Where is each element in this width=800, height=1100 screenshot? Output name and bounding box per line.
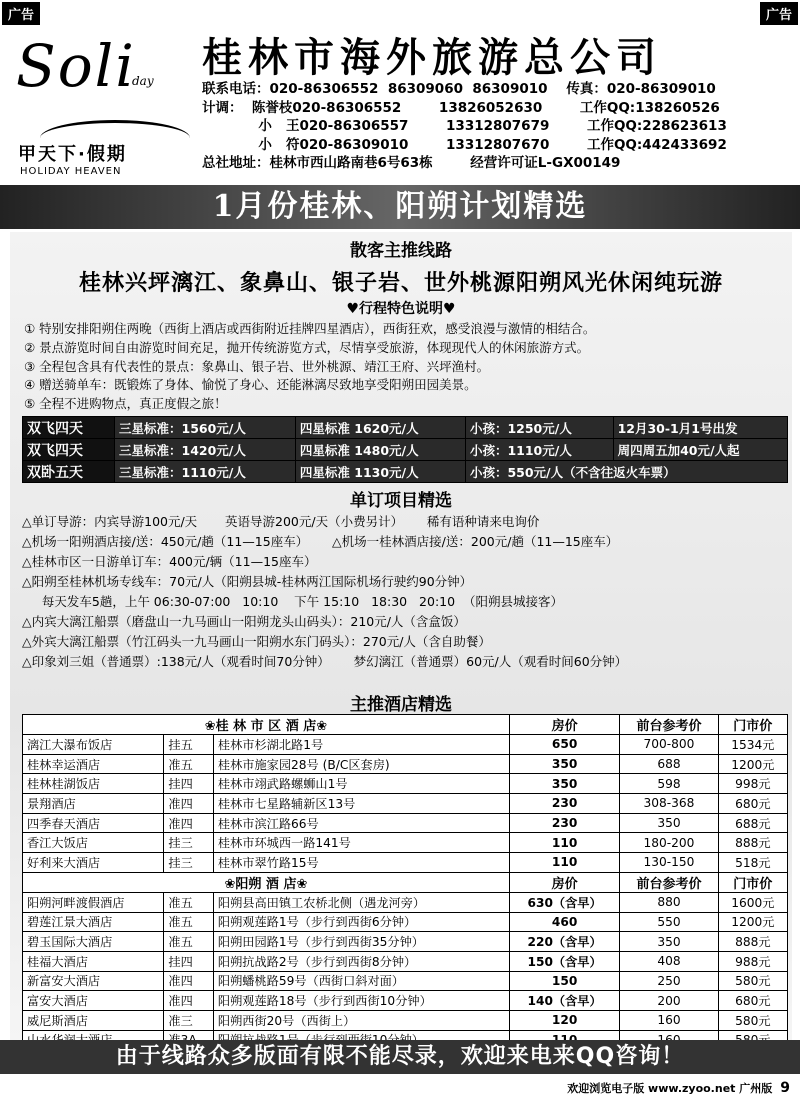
hotel-front-price: 250 [620,971,718,991]
price-row [23,461,788,483]
hotel-door-price: 680元 [718,991,787,1011]
price-4star: 四星标准 1620元/人 [295,417,465,439]
hotel-row [23,971,788,991]
header [6,22,794,182]
logo-cn: 甲天下·假期 [18,144,127,165]
hotel-name: 碧莲江景大酒店 [23,912,164,932]
page-footer [567,1080,790,1096]
hotel-row [23,833,788,853]
tour-section-title: 散客主推线路 [350,241,452,261]
hotel-price: 350 [509,754,619,774]
hotel-star: 准五 [164,754,214,774]
hotel-price: 120 [509,1010,619,1030]
feature-item: ③ 全程包含具有代表性的景点：象鼻山、银子岩、世外桃源、靖江王府、兴坪渔村。 [24,358,490,374]
price-4star: 四星标准 1130元/人 [295,461,465,483]
hotel-address: 阳朔田园路1号（步行到西街35分钟） [213,932,509,952]
feature-item: ④ 赠送骑单车：既锻炼了身体、愉悦了身心、还能淋漓尽致地享受阳朔田园美景。 [24,377,477,393]
price-child: 小孩：1250元/人 [465,417,613,439]
hotel-row [23,754,788,774]
hotel-front-price: 550 [620,912,718,932]
hotel-door-price: 888元 [718,932,787,952]
hotel-star: 准五 [164,912,214,932]
features-list [24,320,595,414]
hotel-address: 桂林市杉湖北路1号 [213,735,509,755]
hotel-name: 四季春天酒店 [23,813,164,833]
logo-en: HOLIDAY HEAVEN [20,166,122,177]
hotel-price: 220（含早） [509,932,619,952]
hotel-address: 桂林市施家园28号 (B/C区套房) [213,754,509,774]
hotel-name: 好利来大酒店 [23,853,164,873]
logo-script: Soli [16,32,136,100]
price-note: 周四周五加40元/人起 [613,439,787,461]
hotel-front-price: 880 [620,892,718,912]
price-3star: 三星标准：1110元/人 [115,461,296,483]
hotel-address: 桂林市滨江路66号 [213,813,509,833]
hotel-table [22,714,788,1050]
single-title: 单订项目精选 [350,491,452,511]
hotel-address: 桂林市翠竹路15号 [213,853,509,873]
hotel-price: 150 [509,971,619,991]
hotel-address: 阳朔县高田镇工农桥北侧（遇龙河旁） [213,892,509,912]
hotel-row [23,853,788,873]
hotel-star: 准五 [164,932,214,952]
hotel-name: 桂林幸运酒店 [23,754,164,774]
hotel-front-price: 350 [620,813,718,833]
col-price: 房价 [509,872,619,892]
price-child: 小孩：550元/人（不含往返火车票） [465,461,787,483]
feature-item: ① 特别安排阳朔住两晚（西街上酒店或西街附近挂牌四星酒店），西街狂欢，感受浪漫与激情的相结合。 [24,321,596,336]
hotel-name: 富安大酒店 [23,991,164,1011]
hotel-star: 挂四 [164,951,214,971]
hotel-row [23,794,788,814]
footer-banner: 由于线路众多版面有限不能尽录，欢迎来电来QQ咨询！ [0,1040,800,1074]
hotel-door-price: 580元 [718,1010,787,1030]
hotel-name: 景翔酒店 [23,794,164,814]
hotel-front-price: 408 [620,951,718,971]
hotel-front-price: 688 [620,754,718,774]
price-tag: 双飞四天 [23,417,115,439]
price-row [23,417,788,439]
price-table [22,416,788,483]
hotel-door-price: 1600元 [718,892,787,912]
hotel-name: 阳朔河畔渡假酒店 [23,892,164,912]
hotel-address: 桂林市翊武路螺蛳山1号 [213,774,509,794]
single-items: △单订导游：内宾导游100元/天 英语导游200元/天（小费另计） 稀有语种请来电询价 △机场一阳朔酒店接/送：450元/趟（11—15座车） △机场一桂林酒店接/送：200元/趟（11—15座车） △桂林市区一日游单订车：400元/辆（11—15座车） △阳朔至桂林机场专线车：70元/人（阳朔县城-桂林两江国际机场行驶约90分钟） 每天发车5趟，上午 06:30-07:00 10:10 下午 15:10 18:30 20:10 （阳朔县城接客） △内宾大漓江船票（磨盘山一九马画山一阳朔龙头山码头）：210元/人（含盒饭） △外宾大漓江船票（竹江码头一九马画山一阳朔水东门码头）：270元/人（含自助餐） △印象刘三姐（普通票）:138元/人（观看时间70分钟） 梦幻漓江（普通票）60元/人（观看时间60分钟） [22,514,628,669]
hotel-star: 准三 [164,1010,214,1030]
hotel-address: 阳朔观莲路1号（步行到西街6分钟） [213,912,509,932]
company-name: 桂林市海外旅游总公司 [202,34,662,81]
hotel-front-price: 598 [620,774,718,794]
hotel-door-price: 580元 [718,971,787,991]
hotel-price: 110 [509,853,619,873]
hotel-address: 桂林市七星路辅新区13号 [213,794,509,814]
hotel-star: 挂三 [164,853,214,873]
logo [10,28,190,178]
hotel-row [23,813,788,833]
price-note: 12月30-1月1号出发 [613,417,787,439]
feature-item: ② 景点游览时间自由游览时间充足，抛开传统游览方式，尽情享受旅游，体现现代人的休闲旅游方式。 [24,339,590,355]
price-row [23,439,788,461]
hotel-row [23,735,788,755]
ad-label-left: 广告 [2,2,40,25]
hotel-price: 110 [509,833,619,853]
hotel-door-price: 1200元 [718,754,787,774]
hotel-name: 漓江大瀑布饭店 [23,735,164,755]
hotel-star: 挂五 [164,735,214,755]
hotel-address: 阳朔蟠桃路59号（西街口斜对面） [213,971,509,991]
col-front: 前台参考价 [620,715,718,735]
price-tag: 双卧五天 [23,461,115,483]
price-3star: 三星标准：1420元/人 [115,439,296,461]
guilin-head-row [23,715,788,735]
hotel-door-price: 888元 [718,833,787,853]
hotel-row [23,1010,788,1030]
hotel-name: 威尼斯酒店 [23,1010,164,1030]
hotel-address: 阳朔西街20号（西街上） [213,1010,509,1030]
hotel-address: 阳朔观莲路18号（步行到西街10分钟） [213,991,509,1011]
yangshuo-head: ❀阳朔 酒 店❀ [23,872,510,892]
hotel-price: 650 [509,735,619,755]
hotel-door-price: 988元 [718,951,787,971]
hotel-front-price: 200 [620,991,718,1011]
hotel-row [23,892,788,912]
col-door: 门市价 [718,715,787,735]
hotel-star: 准四 [164,813,214,833]
hotel-star: 准五 [164,892,214,912]
hotel-price: 150（含早） [509,951,619,971]
hotel-price: 460 [509,912,619,932]
hotel-front-price: 350 [620,932,718,952]
hotel-row [23,774,788,794]
hotel-name: 桂林桂湖饭店 [23,774,164,794]
yangshuo-head-row [23,872,788,892]
logo-swoosh-icon [40,120,190,138]
hotel-row [23,912,788,932]
hotel-star: 挂四 [164,774,214,794]
contact-info: 联系电话：020-86306552 86309060 86309010 传真：020-86309010 计调： 陈誉枝020-86306552 13826052630 工作QQ:138260526 小 王020-86306557 13312807679 工作QQ:228623613 小 符020-86309010 13312807670 工作QQ:442433692 总社地址：桂林市西山路南巷6号63栋 经营许可证L-GX00149 [202,81,727,172]
title-banner: 1月份桂林、阳朔计划精选 [0,185,800,229]
hotel-price: 230 [509,794,619,814]
col-door: 门市价 [718,872,787,892]
hotel-price: 140（含早） [509,991,619,1011]
price-child: 小孩：1110元/人 [465,439,613,461]
hotel-door-price: 688元 [718,813,787,833]
ad-label-right: 广告 [760,2,798,25]
footer-text: 欢迎浏览电子版 www.zyoo.net 广州版 [567,1082,773,1095]
price-4star: 四星标准 1480元/人 [295,439,465,461]
hotel-front-price: 130-150 [620,853,718,873]
hotel-door-price: 518元 [718,853,787,873]
guilin-head: ❀桂 林 市 区 酒 店❀ [23,715,510,735]
tour-name: 桂林兴坪漓江、象鼻山、银子岩、世外桃源阳朔风光休闲纯玩游 [78,271,723,296]
page-number: 9 [780,1080,790,1096]
hotel-front-price: 160 [620,1010,718,1030]
hotel-door-price: 998元 [718,774,787,794]
feature-item: ⑤ 全程不进购物点，真正度假之旅！ [24,396,227,412]
hotel-star: 准四 [164,991,214,1011]
hotel-door-price: 680元 [718,794,787,814]
hotel-door-price: 1534元 [718,735,787,755]
hotel-door-price: 1200元 [718,912,787,932]
features-title: ♥行程特色说明♥ [346,301,456,317]
hotel-front-price: 700-800 [620,735,718,755]
hotel-star: 准四 [164,794,214,814]
price-3star: 三星标准：1560元/人 [115,417,296,439]
col-price: 房价 [509,715,619,735]
col-front: 前台参考价 [620,872,718,892]
hotel-front-price: 308-368 [620,794,718,814]
hotel-title: 主推酒店精选 [350,695,452,715]
price-tag: 双飞四天 [23,439,115,461]
hotel-name: 新富安大酒店 [23,971,164,991]
hotel-price: 230 [509,813,619,833]
hotel-price: 350 [509,774,619,794]
body-area [10,232,792,1040]
hotel-row [23,932,788,952]
hotel-name: 碧玉国际大酒店 [23,932,164,952]
hotel-star: 准四 [164,971,214,991]
hotel-star: 挂三 [164,833,214,853]
hotel-address: 桂林市环城西一路141号 [213,833,509,853]
hotel-row [23,991,788,1011]
hotel-name: 香江大饭店 [23,833,164,853]
hotel-row [23,951,788,971]
hotel-address: 阳朔抗战路2号（步行到西街8分钟） [213,951,509,971]
logo-day: day [132,74,154,88]
hotel-front-price: 180-200 [620,833,718,853]
hotel-price: 630（含早） [509,892,619,912]
hotel-name: 桂福大酒店 [23,951,164,971]
